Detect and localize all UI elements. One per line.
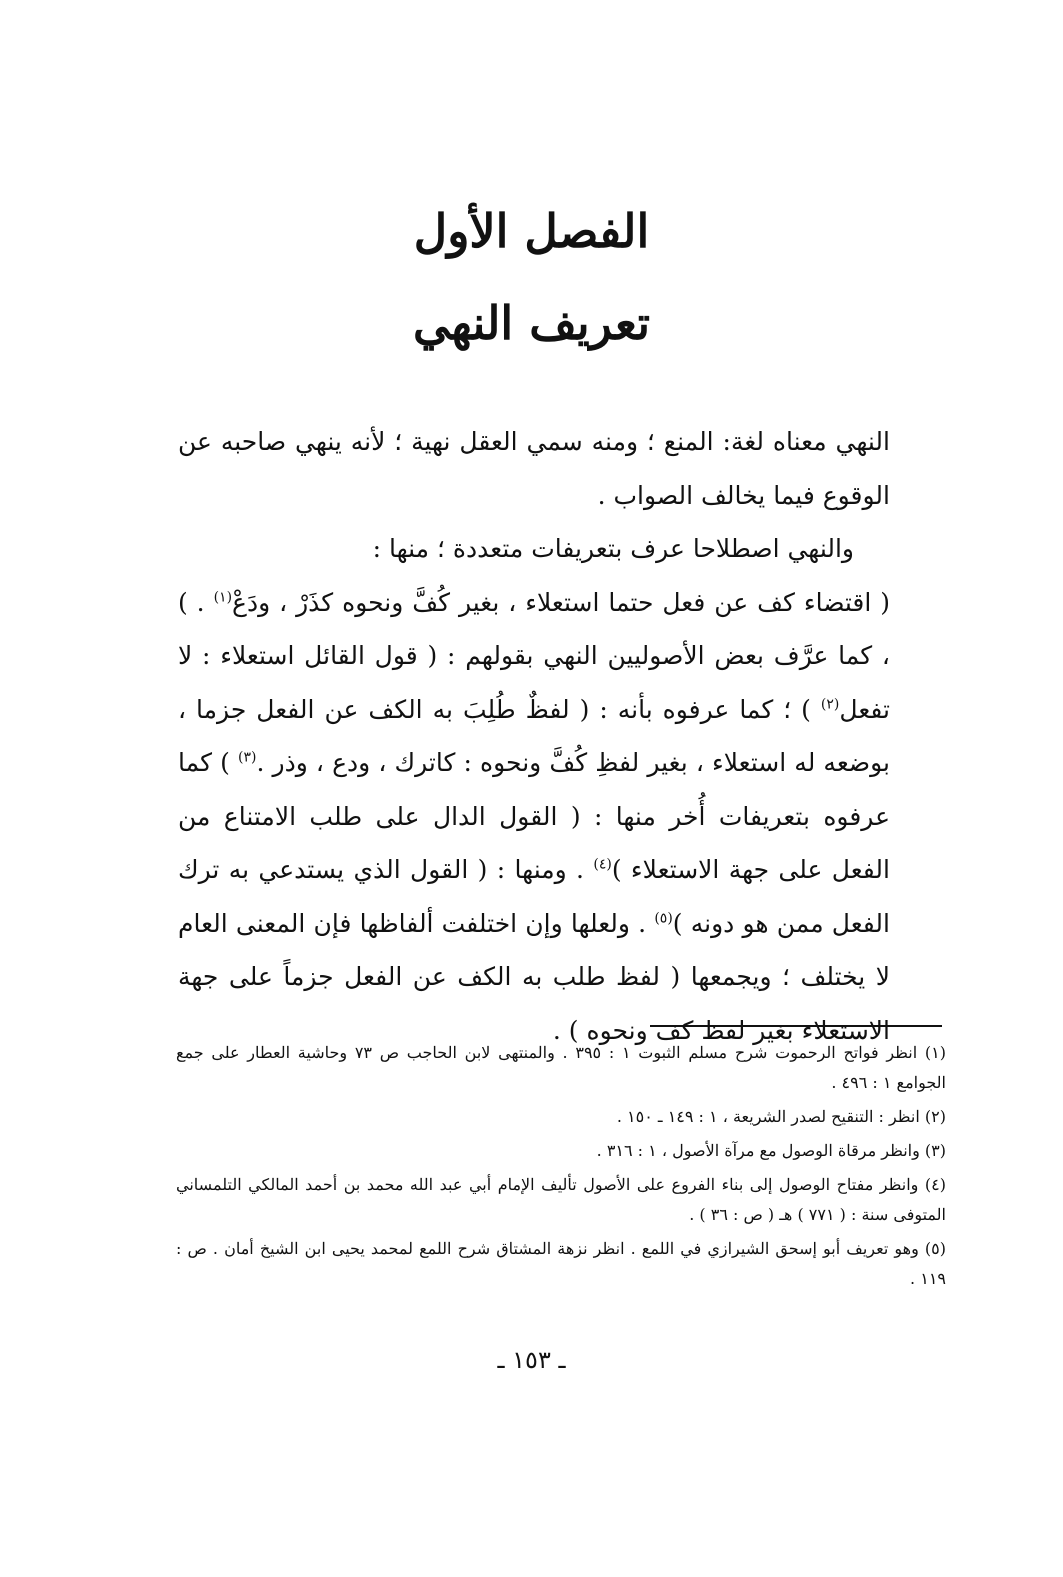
footnote-2: (٢) انظر : التنقيح لصدر الشريعة ، ١ : ١٤٩ ـ ١٥٠ . [616,1107,946,1126]
definition-text: ) كما عرفوه بتعريفات أُخر منها : ( القول الدال على طلب الامتناع من الفعل على جهة الاستعلاء ) [178,748,890,884]
footnote-5: (٥) وهو تعريف أبو إسحق الشيرازي في اللمع . انظر نزهة المشتاق شرح اللمع لمحمد يحيى ابن الشيخ أمان . ص : ١١٩ . [176,1239,946,1288]
body-text [178,415,890,1057]
footnote-1: (١) انظر فواتح الرحموت شرح مسلم الثبوت ١ : ٣٩٥ . والمنتهى لابن الحاجب ص ٧٣ وحاشية العطار على جمع الجوامع ١ : ٤٩٦ . [176,1043,946,1092]
definition-text: ( اقتضاء كف عن فعل حتما استعلاء ، بغير كُفَّ ونحوه كذَرْ ، ودَعْ [232,587,890,617]
paragraph-technical-intro: والنهي اصطلاحا عرف بتعريفات متعددة ؛ منها : [372,534,854,563]
footnote-divider [650,1025,942,1027]
footnote-ref-1[interactable]: (١) [213,589,233,606]
footnote-ref-4[interactable]: (٤) [593,856,612,873]
footnote-3: (٣) وانظر مرقاة الوصول مع مرآة الأصول ، ١ : ٣١٦ . [596,1141,946,1160]
section-title: تعريف النهي [412,296,651,350]
definition-text: . ومنها : ( القول الذي يستدعي به ترك الفعل ممن هو دونه ) [178,855,890,938]
definition-text: ) ؛ كما عرفوه بأنه : ( لفظٌ طُلِبَ به الكف عن الفعل جزما ، بوضعه له استعلاء ، بغير لفظِ كُفَّ ونحوه : كاترك ، ودع ، وذر . [178,694,890,777]
footnote-ref-3[interactable]: (٣) [237,749,257,766]
footnote-4: (٤) وانظر مفتاح الوصول إلى بناء الفروع على الأصول تأليف الإمام أبي عبد الله محمد بن أحمد المالكي التلمساني المتوفى سنة : ( ٧٧١ ) هـ ( ص : ٣٦ ) . [176,1175,946,1224]
page-number: ـ ١٥٣ ـ [497,1346,566,1374]
definition-text: . ولعلها وإن اختلفت ألفاظها فإن المعنى العام لا يختلف ؛ ويجمعها ( لفظ طلب به الكف عن الفعل جزماً على جهة الاستعلاء بغير لفظ كف ونحوه ) . [178,908,890,1045]
definition-text: . ) ، كما عرَّف بعض الأصوليين النهي بقولهم : ( قول القائل استعلاء : لا تفعل [178,587,890,724]
footnotes [176,1038,946,1298]
footnote-ref-2[interactable]: (٢) [820,696,840,713]
paragraph-linguistic-definition: النهي معناه لغة: المنع ؛ ومنه سمي العقل نهية ؛ لأنه ينهي صاحبه عن الوقوع فيما يخالف الصواب . [178,427,890,510]
paragraph-definitions [178,576,890,1058]
chapter-title: الفصل الأول [413,204,650,258]
footnote-ref-5[interactable]: (٥) [654,910,673,927]
